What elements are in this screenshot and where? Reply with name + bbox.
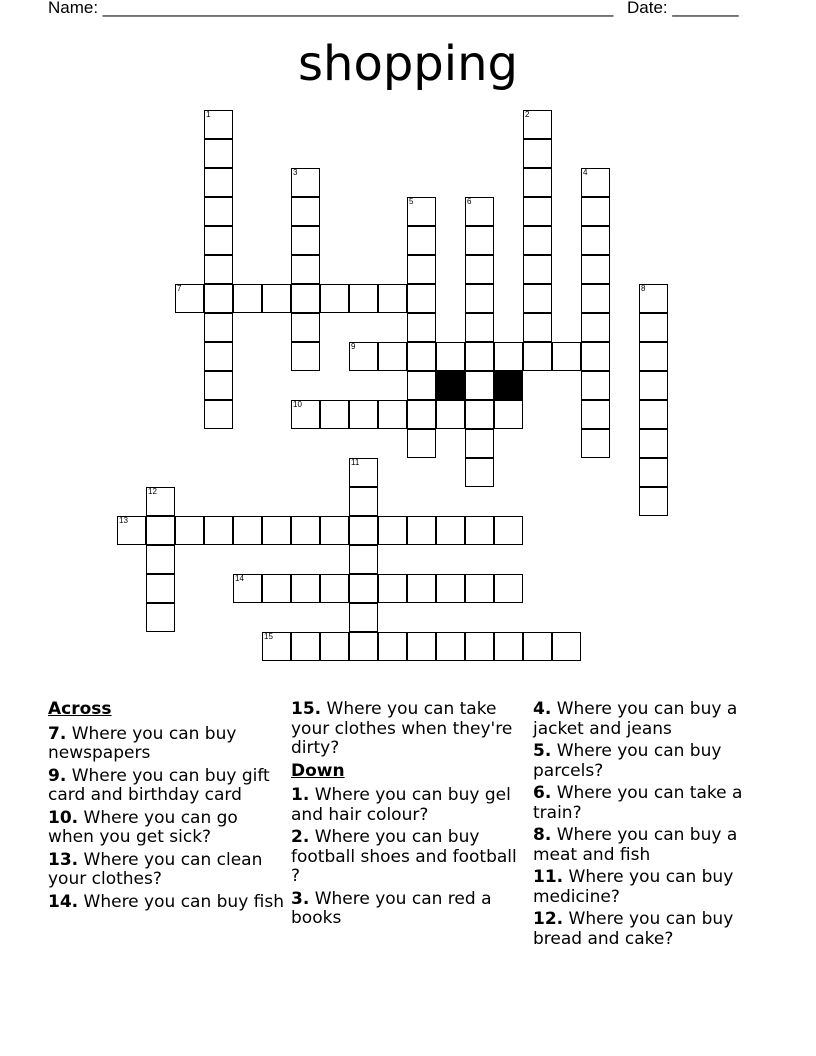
clue-text: Where you can buy gel and hair colour? — [291, 785, 511, 825]
crossword-cell[interactable] — [581, 313, 610, 342]
crossword-cell[interactable] — [436, 342, 465, 371]
crossword-cell[interactable] — [291, 516, 320, 545]
crossword-cell[interactable] — [320, 400, 349, 429]
clue-text: Where you can buy a jacket and jeans — [533, 699, 738, 739]
crossword-cell[interactable] — [407, 226, 436, 255]
clue-number-label: 10. — [48, 807, 79, 828]
clue-item — [291, 700, 527, 759]
crossword-cell[interactable] — [465, 632, 494, 661]
clue-number: 2 — [525, 110, 530, 119]
crossword-cell[interactable] — [291, 226, 320, 255]
clue-item — [48, 893, 284, 913]
crossword-cell[interactable] — [204, 197, 233, 226]
crossword-cell[interactable] — [320, 516, 349, 545]
crossword-cell[interactable] — [378, 516, 407, 545]
crossword-cell[interactable] — [349, 632, 378, 661]
crossword-cell[interactable] — [349, 487, 378, 516]
crossword-cell[interactable] — [465, 371, 494, 400]
crossword-cell[interactable] — [262, 284, 291, 313]
clue-number-label: 9. — [48, 765, 67, 786]
crossword-cell[interactable] — [204, 168, 233, 197]
crossword-cell[interactable] — [233, 516, 262, 545]
crossword-cell[interactable] — [175, 284, 204, 313]
clue-number: 1 — [206, 110, 211, 119]
clue-item — [533, 700, 769, 739]
crossword-cell[interactable] — [204, 371, 233, 400]
clue-number: 3 — [293, 168, 298, 177]
crossword-cell[interactable] — [581, 284, 610, 313]
crossword-cell[interactable] — [465, 255, 494, 284]
crossword-cell[interactable] — [146, 603, 175, 632]
crossword-cell[interactable] — [291, 197, 320, 226]
crossword-cell[interactable] — [494, 632, 523, 661]
crossword-cell[interactable] — [465, 197, 494, 226]
crossword-cell[interactable] — [204, 226, 233, 255]
name-field-label: Name: ______________________________________________________ — [48, 0, 614, 17]
crossword-cell[interactable] — [204, 284, 233, 313]
clues-column-1 — [48, 700, 284, 915]
clue-text: Where you can buy a meat and fish — [533, 825, 738, 865]
crossword-cell[interactable] — [407, 574, 436, 603]
clues-column-2 — [291, 700, 527, 932]
crossword-cell[interactable] — [349, 574, 378, 603]
clue-item — [533, 826, 769, 865]
clue-number-label: 7. — [48, 723, 67, 744]
crossword-cell[interactable] — [465, 284, 494, 313]
crossword-cell[interactable] — [465, 226, 494, 255]
clue-number-label: 4. — [533, 699, 552, 719]
crossword-cell[interactable] — [523, 168, 552, 197]
crossword-cell[interactable] — [291, 168, 320, 197]
crossword-cell[interactable] — [581, 197, 610, 226]
crossword-cell[interactable] — [494, 516, 523, 545]
clue-text: Where you can buy gift card and birthday card — [48, 765, 270, 805]
crossword-cell[interactable] — [407, 313, 436, 342]
clue-number-label: 11. — [533, 867, 564, 887]
crossword-cell[interactable] — [262, 632, 291, 661]
crossword-cell[interactable] — [465, 342, 494, 371]
clue-item — [291, 828, 527, 887]
crossword-cell[interactable] — [523, 284, 552, 313]
clue-item — [48, 725, 284, 764]
crossword-cell[interactable] — [349, 545, 378, 574]
crossword-cell[interactable] — [523, 255, 552, 284]
clue-item — [533, 910, 769, 949]
crossword-cell[interactable] — [349, 284, 378, 313]
crossword-cell[interactable] — [204, 110, 233, 139]
crossword-block — [494, 371, 523, 400]
clue-text: Where you can clean your clothes? — [48, 849, 263, 889]
crossword-cell[interactable] — [349, 603, 378, 632]
crossword-cell[interactable] — [233, 284, 262, 313]
crossword-cell[interactable] — [378, 284, 407, 313]
clue-number-label: 13. — [48, 849, 79, 870]
clue-text: Where you can take a train? — [533, 783, 743, 823]
clue-text: Where you can buy parcels? — [533, 741, 722, 781]
crossword-cell[interactable] — [378, 574, 407, 603]
crossword-cell[interactable] — [146, 545, 175, 574]
crossword-cell[interactable] — [639, 429, 668, 458]
clue-number-label: 5. — [533, 741, 552, 761]
crossword-cell[interactable] — [146, 574, 175, 603]
crossword-cell[interactable] — [494, 574, 523, 603]
crossword-cell[interactable] — [320, 284, 349, 313]
crossword-cell[interactable] — [146, 516, 175, 545]
clue-number: 15 — [264, 632, 273, 641]
crossword-cell[interactable] — [639, 342, 668, 371]
crossword-cell[interactable] — [291, 313, 320, 342]
clue-number-label: 14. — [48, 891, 79, 912]
crossword-cell[interactable] — [523, 110, 552, 139]
crossword-cell[interactable] — [349, 516, 378, 545]
crossword-cell[interactable] — [639, 400, 668, 429]
clue-item — [291, 890, 527, 929]
clue-item — [48, 851, 284, 890]
page-title: shopping — [298, 36, 518, 92]
crossword-cell[interactable] — [291, 255, 320, 284]
crossword-cell[interactable] — [639, 284, 668, 313]
across-heading: Across — [48, 699, 112, 719]
date-field-label: Date: _______ — [627, 0, 739, 17]
clue-number: 12 — [148, 487, 157, 496]
crossword-cell[interactable] — [378, 400, 407, 429]
crossword-cell[interactable] — [407, 255, 436, 284]
crossword-cell[interactable] — [378, 342, 407, 371]
crossword-cell[interactable] — [552, 632, 581, 661]
crossword-cell[interactable] — [581, 342, 610, 371]
clue-text: Where you can buy bread and cake? — [533, 909, 734, 949]
crossword-cell[interactable] — [407, 516, 436, 545]
clue-number: 6 — [467, 197, 472, 206]
crossword-cell[interactable] — [349, 342, 378, 371]
crossword-cell[interactable] — [117, 516, 146, 545]
clue-number-label: 3. — [291, 888, 310, 909]
crossword-cell[interactable] — [262, 516, 291, 545]
clue-item — [533, 868, 769, 907]
crossword-cell[interactable] — [204, 139, 233, 168]
crossword-cell[interactable] — [494, 342, 523, 371]
clue-number-label: 1. — [291, 785, 310, 805]
crossword-cell[interactable] — [320, 574, 349, 603]
crossword-cell[interactable] — [523, 632, 552, 661]
crossword-cell[interactable] — [581, 371, 610, 400]
clue-number: 4 — [583, 168, 588, 177]
crossword-cell[interactable] — [204, 255, 233, 284]
crossword-cell[interactable] — [639, 313, 668, 342]
crossword-cell[interactable] — [378, 632, 407, 661]
crossword-cell[interactable] — [436, 400, 465, 429]
clue-item — [48, 767, 284, 806]
crossword-cell[interactable] — [291, 342, 320, 371]
crossword-cell[interactable] — [523, 139, 552, 168]
clue-number-label: 12. — [533, 909, 564, 929]
crossword-cell[interactable] — [523, 197, 552, 226]
clue-text: Where you can buy newspapers — [48, 723, 237, 763]
clue-number-label: 6. — [533, 783, 552, 803]
crossword-cell[interactable] — [436, 574, 465, 603]
clue-item — [291, 786, 527, 825]
crossword-cell[interactable] — [523, 226, 552, 255]
crossword-cell[interactable] — [465, 458, 494, 487]
crossword-cell[interactable] — [407, 197, 436, 226]
clue-number: 14 — [235, 574, 244, 583]
crossword-cell[interactable] — [581, 255, 610, 284]
crossword-cell[interactable] — [639, 487, 668, 516]
crossword-cell[interactable] — [465, 313, 494, 342]
clue-item — [48, 809, 284, 848]
crossword-cell[interactable] — [639, 458, 668, 487]
clue-text: Where you can red a books — [291, 888, 492, 928]
crossword-cell[interactable] — [349, 400, 378, 429]
crossword-cell[interactable] — [407, 342, 436, 371]
crossword-cell[interactable] — [436, 516, 465, 545]
clue-number: 7 — [177, 284, 182, 293]
crossword-cell[interactable] — [581, 400, 610, 429]
crossword-cell[interactable] — [552, 342, 581, 371]
crossword-cell[interactable] — [204, 400, 233, 429]
crossword-cell[interactable] — [204, 342, 233, 371]
clue-text: Where you can go when you get sick? — [48, 807, 238, 847]
clue-item — [533, 784, 769, 823]
crossword-cell[interactable] — [291, 284, 320, 313]
crossword-cell[interactable] — [262, 574, 291, 603]
crossword-cell[interactable] — [175, 516, 204, 545]
clues-column-3 — [533, 700, 769, 952]
clue-number: 13 — [119, 516, 128, 525]
crossword-cell[interactable] — [233, 574, 262, 603]
crossword-cell[interactable] — [146, 487, 175, 516]
clue-number: 9 — [351, 342, 356, 351]
clue-number: 8 — [641, 284, 646, 293]
crossword-cell[interactable] — [407, 632, 436, 661]
clue-number: 10 — [293, 400, 302, 409]
crossword-cell[interactable] — [581, 226, 610, 255]
crossword-cell[interactable] — [465, 516, 494, 545]
crossword-cell[interactable] — [465, 574, 494, 603]
crossword-block — [436, 371, 465, 400]
crossword-cell[interactable] — [320, 632, 349, 661]
crossword-cell[interactable] — [291, 574, 320, 603]
crossword-cell[interactable] — [407, 284, 436, 313]
crossword-cell[interactable] — [349, 458, 378, 487]
clue-number-label: 2. — [291, 827, 310, 847]
crossword-cell[interactable] — [291, 632, 320, 661]
crossword-cell[interactable] — [581, 429, 610, 458]
clue-number-label: 8. — [533, 825, 552, 845]
clue-number: 11 — [351, 458, 360, 467]
crossword-cell[interactable] — [465, 429, 494, 458]
clue-text: Where you can buy medicine? — [533, 867, 734, 907]
crossword-cell[interactable] — [494, 400, 523, 429]
clue-number-label: 15. — [291, 699, 322, 719]
crossword-cell[interactable] — [523, 342, 552, 371]
crossword-cell[interactable] — [204, 313, 233, 342]
crossword-cell[interactable] — [291, 400, 320, 429]
crossword-cell[interactable] — [523, 313, 552, 342]
crossword-cell[interactable] — [204, 516, 233, 545]
crossword-cell[interactable] — [407, 400, 436, 429]
clue-number: 5 — [409, 197, 414, 206]
crossword-cell[interactable] — [407, 429, 436, 458]
down-heading: Down — [291, 760, 345, 781]
clue-text: Where you can take your clothes when they're dirty? — [291, 699, 513, 758]
clue-item — [533, 742, 769, 781]
crossword-cell[interactable] — [465, 400, 494, 429]
crossword-cell[interactable] — [436, 632, 465, 661]
crossword-cell[interactable] — [407, 371, 436, 400]
crossword-cell[interactable] — [581, 168, 610, 197]
crossword-cell[interactable] — [639, 371, 668, 400]
clue-text: Where you can buy football shoes and football ? — [291, 827, 517, 886]
clue-text: Where you can buy fish — [78, 891, 285, 912]
